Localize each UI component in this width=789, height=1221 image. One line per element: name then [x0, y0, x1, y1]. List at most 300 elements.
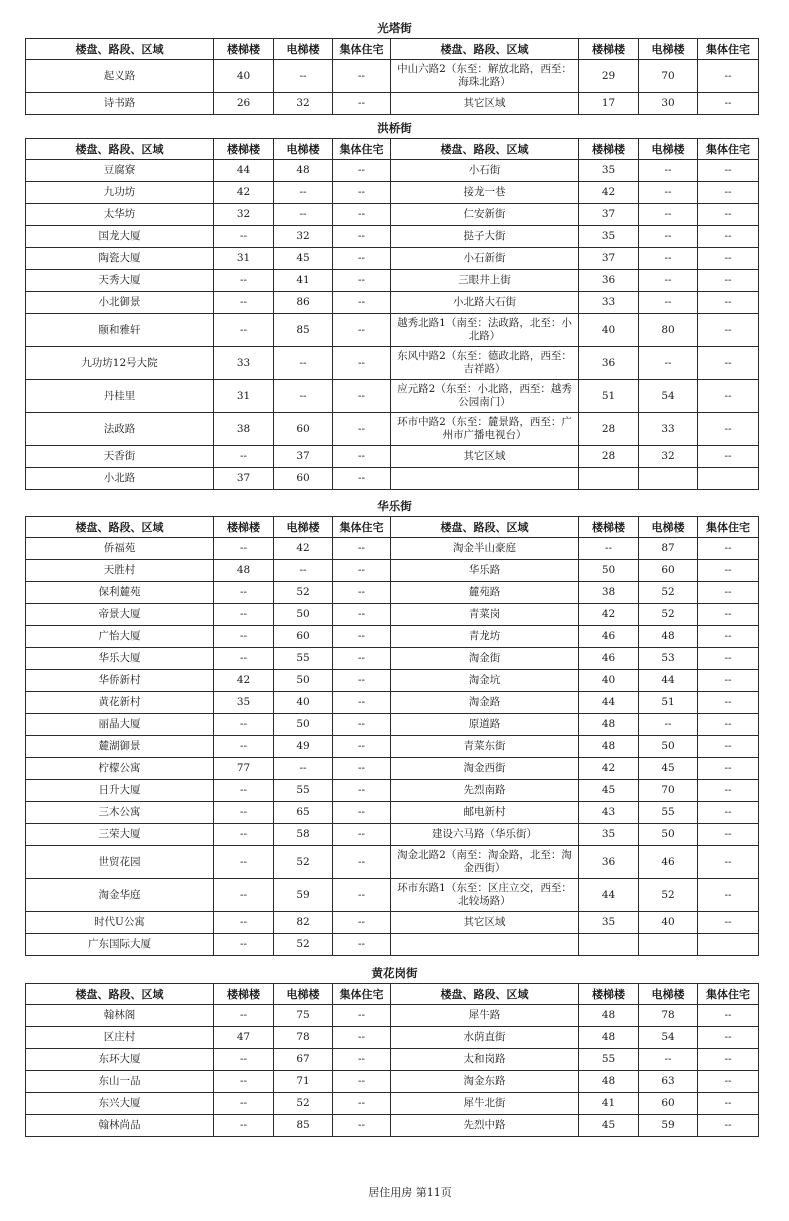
table-huanghuagang	[25, 983, 759, 1137]
table-cell: --	[698, 1005, 759, 1027]
table-cell: 52	[274, 1093, 333, 1115]
table-cell: 淘金东路	[391, 1071, 579, 1093]
table-cell: --	[639, 226, 698, 248]
table-cell: --	[698, 714, 759, 736]
table-cell: 翰林尚品	[26, 1115, 214, 1137]
column-header: 楼盘、路段、区域	[26, 39, 214, 60]
table-cell: 48	[274, 160, 333, 182]
table-cell: --	[579, 538, 639, 560]
table-cell: --	[333, 846, 391, 879]
table-cell: 其它区域	[391, 93, 579, 115]
table-cell: 柠檬公寓	[26, 758, 214, 780]
table-cell: --	[333, 1049, 391, 1071]
table-cell: --	[214, 226, 274, 248]
table-cell: --	[639, 1049, 698, 1071]
table-cell: --	[214, 314, 274, 347]
column-header: 楼盘、路段、区域	[391, 517, 579, 538]
table-cell: 45	[579, 780, 639, 802]
table-cell: 53	[639, 648, 698, 670]
table-cell: 26	[214, 93, 274, 115]
table-cell: 87	[639, 538, 698, 560]
table-cell: 丹桂里	[26, 380, 214, 413]
table-cell: 52	[274, 582, 333, 604]
table-cell: 31	[214, 380, 274, 413]
table-row	[26, 1005, 759, 1027]
table-cell: --	[214, 780, 274, 802]
column-header: 楼盘、路段、区域	[26, 984, 214, 1005]
table-cell: --	[698, 1093, 759, 1115]
table-cell: --	[333, 93, 391, 115]
table-cell: --	[214, 292, 274, 314]
table-cell: --	[333, 1071, 391, 1093]
table-cell: 35	[579, 160, 639, 182]
table-cell: --	[698, 538, 759, 560]
table-cell: --	[698, 93, 759, 115]
table-cell: 65	[274, 802, 333, 824]
table-cell: 42	[579, 182, 639, 204]
table-cell: --	[698, 347, 759, 380]
table-cell: 先烈中路	[391, 1115, 579, 1137]
table-cell: --	[698, 270, 759, 292]
table-cell: 越秀北路1（南至：法政路，北至：小北路）	[391, 314, 579, 347]
table-cell: 41	[274, 270, 333, 292]
column-header: 楼梯楼	[579, 984, 639, 1005]
table-cell: --	[333, 824, 391, 846]
table-cell: 40	[214, 60, 274, 93]
table-cell: 东山一品	[26, 1071, 214, 1093]
table-cell: --	[333, 582, 391, 604]
table-cell: --	[333, 314, 391, 347]
table-cell: --	[698, 314, 759, 347]
table-cell: 70	[639, 60, 698, 93]
table-cell: 51	[639, 692, 698, 714]
table-cell: 35	[214, 692, 274, 714]
table-cell: --	[333, 626, 391, 648]
table-cell: 50	[639, 736, 698, 758]
column-header: 集体住宅	[333, 984, 391, 1005]
table-cell: 环市东路1（东至：区庄立交，西至：北较场路）	[391, 879, 579, 912]
table-cell: 75	[274, 1005, 333, 1027]
table-cell: 三木公寓	[26, 802, 214, 824]
table-cell: 78	[639, 1005, 698, 1027]
table-cell: --	[214, 714, 274, 736]
table-cell: 70	[639, 780, 698, 802]
page-footer: 居住用房 第11页	[368, 1186, 452, 1199]
column-header: 集体住宅	[698, 517, 759, 538]
table-cell: 55	[579, 1049, 639, 1071]
table-cell: 50	[274, 604, 333, 626]
table-cell: 54	[639, 380, 698, 413]
table-cell: 建设六马路（华乐街）	[391, 824, 579, 846]
table-cell: 区庄村	[26, 1027, 214, 1049]
table-cell: --	[333, 292, 391, 314]
table-cell: --	[698, 560, 759, 582]
table-cell: 45	[274, 248, 333, 270]
table-row	[26, 93, 759, 115]
table-cell: --	[214, 1005, 274, 1027]
table-cell: --	[214, 626, 274, 648]
table-cell: --	[214, 912, 274, 934]
table-row	[26, 1027, 759, 1049]
column-header: 电梯楼	[274, 139, 333, 160]
table-row	[26, 292, 759, 314]
column-header: 楼梯楼	[214, 517, 274, 538]
table-cell: 48	[579, 1005, 639, 1027]
table-cell: --	[274, 182, 333, 204]
table-cell: 邮电新村	[391, 802, 579, 824]
table-cell: --	[333, 446, 391, 468]
table-row	[26, 846, 759, 879]
table-cell: --	[333, 538, 391, 560]
table-cell: 陶瓷大厦	[26, 248, 214, 270]
table-cell: --	[333, 604, 391, 626]
table-cell: 其它区域	[391, 446, 579, 468]
table-cell: --	[698, 1049, 759, 1071]
table-row	[26, 1049, 759, 1071]
table-cell: --	[639, 714, 698, 736]
table-cell: 28	[579, 446, 639, 468]
table-row	[26, 934, 759, 956]
table-cell: 犀牛路	[391, 1005, 579, 1027]
table-cell: --	[333, 468, 391, 490]
table-cell	[391, 934, 579, 956]
header-row	[26, 984, 759, 1005]
table-cell: 仁安新街	[391, 204, 579, 226]
table-cell: 麓苑路	[391, 582, 579, 604]
table-cell: 30	[639, 93, 698, 115]
table-cell: 侨福苑	[26, 538, 214, 560]
table-cell: 32	[274, 93, 333, 115]
table-cell: --	[698, 802, 759, 824]
table-cell: 55	[639, 802, 698, 824]
table-cell: 翰林阁	[26, 1005, 214, 1027]
table-cell: --	[333, 648, 391, 670]
table-cell: 60	[639, 560, 698, 582]
table-cell: 32	[639, 446, 698, 468]
table-cell: 豆腐寮	[26, 160, 214, 182]
table-cell: --	[274, 758, 333, 780]
table-cell: 60	[274, 413, 333, 446]
table-cell: --	[333, 1005, 391, 1027]
table-cell: 60	[274, 468, 333, 490]
section-title-hongqiao: 洪桥街	[377, 121, 412, 135]
table-cell: 世贸花园	[26, 846, 214, 879]
table-cell: 中山六路2（东至：解放北路，西至：海珠北路）	[391, 60, 579, 93]
table-row	[26, 160, 759, 182]
table-cell: 淘金路	[391, 692, 579, 714]
table-cell: 先烈南路	[391, 780, 579, 802]
table-row	[26, 802, 759, 824]
table-row	[26, 582, 759, 604]
table-cell: 保利麓苑	[26, 582, 214, 604]
header-row	[26, 517, 759, 538]
table-cell: --	[698, 380, 759, 413]
column-header: 集体住宅	[333, 517, 391, 538]
table-row	[26, 347, 759, 380]
table-cell: 41	[579, 1093, 639, 1115]
table-cell: 东兴大厦	[26, 1093, 214, 1115]
table-cell: 三眼井上街	[391, 270, 579, 292]
column-header: 集体住宅	[698, 39, 759, 60]
table-cell: 86	[274, 292, 333, 314]
table-cell: --	[333, 204, 391, 226]
table-cell: 小北路	[26, 468, 214, 490]
table-row	[26, 380, 759, 413]
table-cell: --	[639, 347, 698, 380]
table-cell: 天胜村	[26, 560, 214, 582]
table-cell: --	[333, 670, 391, 692]
table-cell: 32	[274, 226, 333, 248]
table-cell: --	[698, 780, 759, 802]
table-cell: --	[274, 60, 333, 93]
table-row	[26, 780, 759, 802]
table-cell: --	[698, 604, 759, 626]
table-cell	[639, 934, 698, 956]
table-cell: 40	[639, 912, 698, 934]
table-cell: --	[698, 846, 759, 879]
table-cell: --	[214, 1115, 274, 1137]
table-cell: --	[333, 182, 391, 204]
table-cell: --	[698, 1115, 759, 1137]
table-cell: 颐和雅轩	[26, 314, 214, 347]
table-cell: 59	[639, 1115, 698, 1137]
table-cell: --	[698, 736, 759, 758]
table-cell: 58	[274, 824, 333, 846]
table-cell: --	[698, 1027, 759, 1049]
table-cell: 小北路大石街	[391, 292, 579, 314]
table-cell: --	[333, 226, 391, 248]
table-cell: --	[698, 912, 759, 934]
table-cell: 85	[274, 1115, 333, 1137]
column-header: 电梯楼	[274, 517, 333, 538]
table-cell: 华乐大厦	[26, 648, 214, 670]
table-cell: --	[214, 582, 274, 604]
table-cell: --	[698, 1071, 759, 1093]
table-cell: --	[274, 204, 333, 226]
table-cell: 52	[274, 934, 333, 956]
table-cell: 37	[579, 204, 639, 226]
table-cell: 48	[579, 736, 639, 758]
table-cell: 小石新街	[391, 248, 579, 270]
table-cell: 52	[639, 879, 698, 912]
table-cell: --	[333, 1115, 391, 1137]
table-cell: 38	[579, 582, 639, 604]
table-row	[26, 692, 759, 714]
table-cell: 太和岗路	[391, 1049, 579, 1071]
table-row	[26, 758, 759, 780]
table-guangta	[25, 38, 759, 115]
table-cell: 28	[579, 413, 639, 446]
table-cell: 青菜东街	[391, 736, 579, 758]
table-cell: 48	[579, 714, 639, 736]
table-cell: --	[214, 1071, 274, 1093]
table-cell: 55	[274, 648, 333, 670]
table-cell: 52	[639, 604, 698, 626]
table-cell: --	[698, 648, 759, 670]
column-header: 电梯楼	[639, 39, 698, 60]
table-cell: 46	[579, 626, 639, 648]
table-cell: 日升大厦	[26, 780, 214, 802]
table-cell: 36	[579, 347, 639, 380]
table-cell: 50	[274, 714, 333, 736]
table-cell: 44	[579, 692, 639, 714]
table-cell: --	[698, 413, 759, 446]
table-cell: 35	[579, 912, 639, 934]
table-cell: --	[333, 347, 391, 380]
table-cell: 54	[639, 1027, 698, 1049]
table-row	[26, 270, 759, 292]
table-row	[26, 714, 759, 736]
table-cell: 50	[639, 824, 698, 846]
table-cell: 麓湖御景	[26, 736, 214, 758]
header-row	[26, 39, 759, 60]
table-cell: 52	[274, 846, 333, 879]
table-cell: --	[698, 160, 759, 182]
table-cell: 47	[214, 1027, 274, 1049]
table-cell: 50	[579, 560, 639, 582]
table-row	[26, 648, 759, 670]
table-row	[26, 1093, 759, 1115]
table-row	[26, 538, 759, 560]
column-header: 集体住宅	[333, 39, 391, 60]
table-cell: 东风中路2（东至：德政北路，西至：吉祥路）	[391, 347, 579, 380]
table-cell: 帝景大厦	[26, 604, 214, 626]
table-cell: 法政路	[26, 413, 214, 446]
table-cell: --	[333, 780, 391, 802]
table-cell: 小石街	[391, 160, 579, 182]
table-cell: 接龙一巷	[391, 182, 579, 204]
table-cell: 44	[214, 160, 274, 182]
table-cell: 淘金北路2（南至：淘金路，北至：淘金西街）	[391, 846, 579, 879]
table-cell: 三荣大厦	[26, 824, 214, 846]
table-cell: 黄花新村	[26, 692, 214, 714]
table-cell: --	[333, 160, 391, 182]
table-cell: 广东国际大厦	[26, 934, 214, 956]
table-cell: --	[698, 292, 759, 314]
table-cell: 45	[639, 758, 698, 780]
table-cell: --	[639, 292, 698, 314]
table-cell	[579, 468, 639, 490]
table-cell: 诗书路	[26, 93, 214, 115]
table-cell: --	[698, 626, 759, 648]
table-cell: 67	[274, 1049, 333, 1071]
table-cell: 46	[579, 648, 639, 670]
table-cell: --	[698, 824, 759, 846]
table-cell: 淘金坑	[391, 670, 579, 692]
table-cell: --	[698, 879, 759, 912]
table-cell: --	[698, 182, 759, 204]
table-cell: 48	[639, 626, 698, 648]
column-header: 电梯楼	[639, 139, 698, 160]
column-header: 集体住宅	[333, 139, 391, 160]
table-cell: 水荫直街	[391, 1027, 579, 1049]
table-cell: --	[274, 380, 333, 413]
table-cell: 青菜岗	[391, 604, 579, 626]
table-cell: --	[333, 413, 391, 446]
table-cell: 35	[579, 226, 639, 248]
table-cell: --	[698, 446, 759, 468]
table-cell: 52	[639, 582, 698, 604]
table-cell: --	[214, 824, 274, 846]
column-header: 集体住宅	[698, 139, 759, 160]
table-row	[26, 626, 759, 648]
column-header: 楼梯楼	[579, 39, 639, 60]
table-cell: 九功坊12号大院	[26, 347, 214, 380]
table-cell: 45	[579, 1115, 639, 1137]
table-cell: 原道路	[391, 714, 579, 736]
table-cell: --	[214, 538, 274, 560]
table-cell: --	[333, 248, 391, 270]
table-cell: 环市中路2（东至：麓景路，西至：广州市广播电视台）	[391, 413, 579, 446]
table-cell: 36	[579, 846, 639, 879]
table-cell: --	[333, 270, 391, 292]
table-cell: --	[698, 204, 759, 226]
table-row	[26, 60, 759, 93]
table-cell: --	[214, 446, 274, 468]
table-row	[26, 248, 759, 270]
column-header: 楼盘、路段、区域	[391, 984, 579, 1005]
table-cell: --	[639, 248, 698, 270]
table-cell: 40	[274, 692, 333, 714]
table-cell: 37	[274, 446, 333, 468]
table-cell: 42	[579, 758, 639, 780]
table-row	[26, 879, 759, 912]
table-cell: 82	[274, 912, 333, 934]
table-cell: 40	[579, 670, 639, 692]
table-cell: 42	[579, 604, 639, 626]
table-cell: 淘金西街	[391, 758, 579, 780]
table-cell: --	[214, 802, 274, 824]
table-cell: 51	[579, 380, 639, 413]
table-cell: 青龙坊	[391, 626, 579, 648]
table-cell: 32	[214, 204, 274, 226]
table-cell: 80	[639, 314, 698, 347]
table-cell: 29	[579, 60, 639, 93]
table-cell: 东环大厦	[26, 1049, 214, 1071]
table-cell: 37	[579, 248, 639, 270]
table-cell: 43	[579, 802, 639, 824]
table-cell: 49	[274, 736, 333, 758]
table-cell: 淘金半山豪庭	[391, 538, 579, 560]
table-cell: --	[333, 879, 391, 912]
table-cell: 31	[214, 248, 274, 270]
table-cell: 丽晶大厦	[26, 714, 214, 736]
section-title-huanghuagang: 黄花岗街	[371, 966, 418, 980]
table-cell: 42	[214, 670, 274, 692]
table-cell: --	[333, 736, 391, 758]
table-cell: 35	[579, 824, 639, 846]
table-cell: --	[333, 934, 391, 956]
table-cell: --	[333, 758, 391, 780]
table-cell: 40	[579, 314, 639, 347]
table-row	[26, 226, 759, 248]
column-header: 楼盘、路段、区域	[391, 39, 579, 60]
table-cell: --	[214, 270, 274, 292]
column-header: 楼梯楼	[579, 139, 639, 160]
table-cell: 九功坊	[26, 182, 214, 204]
table-cell: 挞子大街	[391, 226, 579, 248]
table-cell: 44	[579, 879, 639, 912]
column-header: 楼梯楼	[214, 984, 274, 1005]
table-cell: --	[639, 182, 698, 204]
column-header: 楼梯楼	[579, 517, 639, 538]
table-cell: 33	[214, 347, 274, 380]
table-cell: --	[639, 160, 698, 182]
table-cell: --	[214, 1093, 274, 1115]
table-cell: --	[333, 1093, 391, 1115]
table-cell: --	[333, 714, 391, 736]
table-cell: 华乐路	[391, 560, 579, 582]
